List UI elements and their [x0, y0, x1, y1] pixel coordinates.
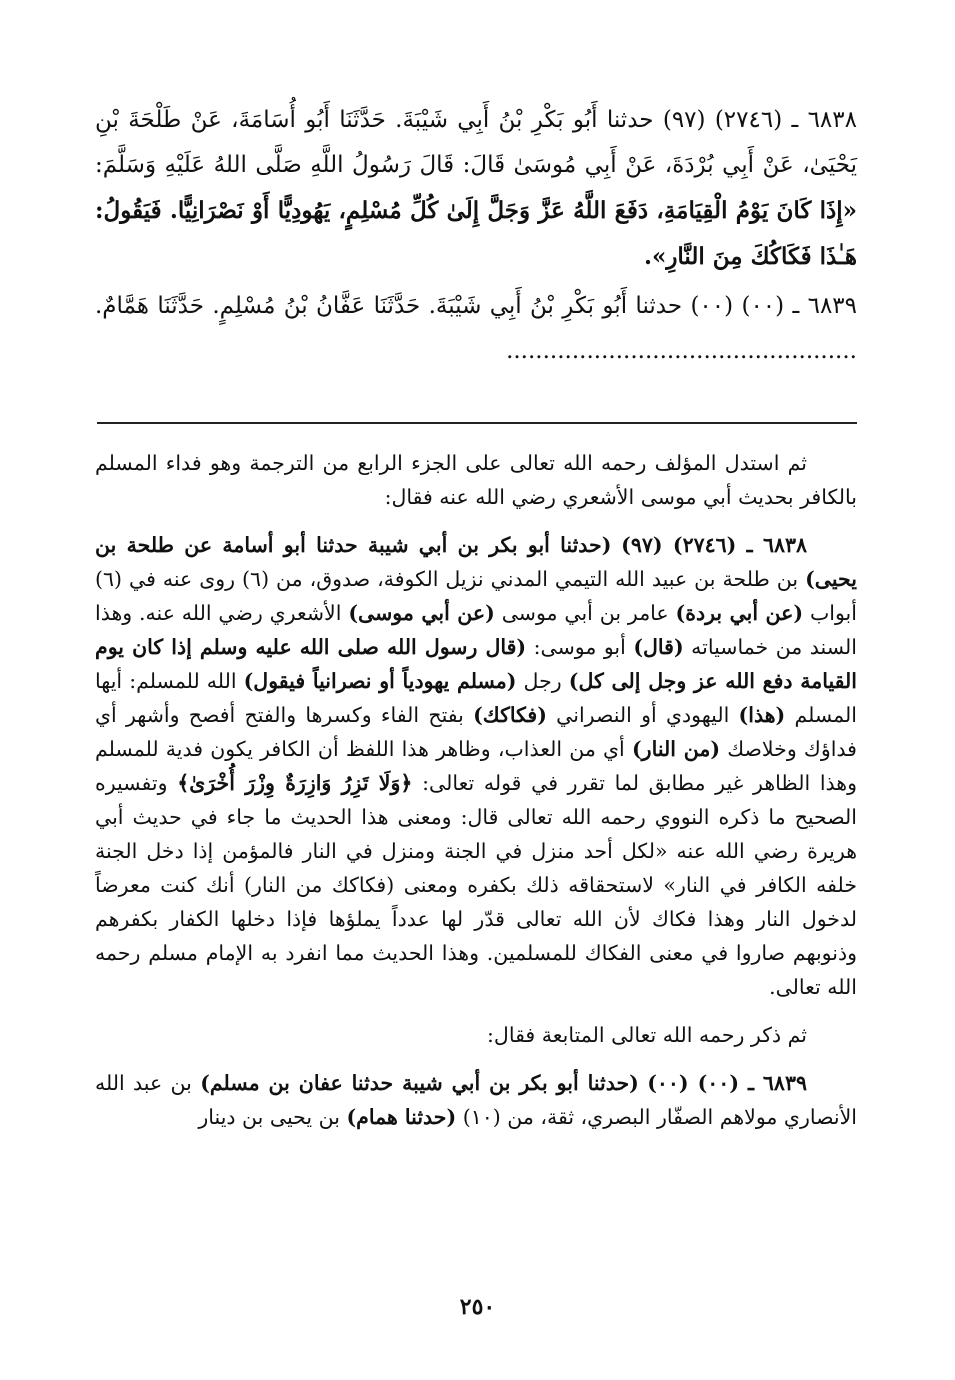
page-number: ٢٥٠: [459, 1294, 496, 1320]
quoted-isnad: (عن أبي بردة): [675, 601, 804, 625]
quoted-isnad: (حدثنا أبو بكر بن أبي شيبة حدثنا أبو أسامة عن طلحة بن يحيى): [95, 533, 857, 591]
explanation-text: بفتح الفاء وكسرها والفتح أفصح وأشهر أي فداؤك وخلاصك: [95, 703, 857, 761]
explanation-text: عامر بن أبي موسى: [501, 601, 669, 625]
quoted-matn: (فكاكك): [473, 703, 547, 727]
separator-rule: [97, 422, 857, 424]
commentary-intro: ثم استدل المؤلف رحمه الله تعالى على الجزء الرابع من الترجمة وهو فداء المسلم بالكافر بحديث أبي موسى الأشعري رضي الله عنه فقال:: [95, 451, 857, 509]
hadith-6839: ٦٨٣٩ ـ (٠٠) (٠٠) حدثنا أَبُو بَكْرِ بْنُ أَبِي شَيْبَةَ. حَدَّثَنَا عَفَّانُ بْنُ مُسْلِمٍ. حَدَّثَنَا هَمَّامٌ. ................................................: [95, 293, 858, 364]
hadith-matn: «إِذَا كَانَ يَوْمُ الْقِيَامَةِ، دَفَعَ اللَّهُ عَزَّ وَجَلَّ إِلَىٰ كُلِّ مُسْلِمٍ، يَهُودِيًّا أَوْ نَصْرَانِيًّا. فَيَقُولُ: هَـٰذَا فَكَاكُكَ مِنَ النَّارِ».: [95, 197, 857, 270]
commentary-6838: [95, 528, 857, 1004]
explanation-text: أي من العذاب، وظاهر هذا اللفظ أن الكافر يكون فدية للمسلم وهذا الظاهر غير مطابق لما تقرر في قوله تعالى:: [95, 737, 857, 795]
commentary-transition: ثم ذكر رحمه الله تعالى المتابعة فقال:: [487, 1023, 807, 1047]
quoted-isnad: (حدثنا همام): [346, 1105, 457, 1129]
quran-verse: ﴿وَلَا تَزِرُ وَازِرَةٌ وِزْرَ أُخْرَىٰ﴾: [177, 771, 413, 795]
hadith-isnad: حدثنا أَبُو بَكْرِ بْنُ أَبِي شَيْبَةَ. حَدَّثَنَا أَبُو أُسَامَةَ، عَنْ طَلْحَةَ بْنِ يَحْيَىٰ، عَنْ أَبِي بُرْدَةَ، عَنْ أَبِي مُوسَىٰ قَالَ: قَالَ رَسُولُ اللَّهِ صَلَّى اللهُ عَلَيْهِ وَسَلَّمَ:: [95, 107, 857, 178]
quoted-isnad: (قال): [633, 635, 684, 659]
hadith-block: [95, 98, 857, 378]
quoted-matn: (هذا): [738, 703, 786, 727]
explanation-text: وتفسيره الصحيح ما ذكره النووي رحمه الله تعالى قال: ومعنى هذا الحديث ما جاء في حديث أبي هريرة رضي الله عنه «لكل أحد منزل في الجنة ومنزل في النار فالمؤمن إذا دخل الجنة خلفه الكافر في النار» لاستحقاقه ذلك بكفره ومعنى (فكاكك من النار) أنك كنت معرضاً لدخول النار وهذا فكاك لأن الله تعالى قدّر لها عدداً يملؤها فإذا دخلها الكفار بكفرهم وذنوبهم صاروا في معنى الفكاك للمسلمين. وهذا الحديث مما انفرد به الإمام مسلم رحمه الله تعالى.: [95, 771, 857, 999]
quoted-isnad: (عن أبي موسى): [348, 601, 495, 625]
explanation-text: رجل: [523, 669, 562, 693]
hadith-number: ٦٨٣٨: [807, 107, 857, 133]
explanation-text: بن عبد الله الأنصاري مولاهم الصفّار البصري، ثقة، من (١٠): [95, 1071, 857, 1129]
commentary-block: [95, 446, 857, 1148]
ellipsis-dots: ................................................: [506, 338, 857, 364]
commentary-lead: ٦٨٣٩ ـ (٠٠) (٠٠): [647, 1071, 807, 1095]
quoted-matn: (قال رسول الله صلى الله عليه وسلم إذا كان يوم القيامة دفع الله عز وجل إلى كل): [95, 635, 857, 693]
explanation-text: الأشعري رضي الله عنه. وهذا السند من خماسياته: [95, 601, 857, 659]
commentary-6839: [95, 1066, 857, 1134]
hadith-number: ٦٨٣٩: [807, 293, 858, 319]
hadith-6838: ٦٨٣٨ ـ (٢٧٤٦) (٩٧) حدثنا أَبُو بَكْرِ بْنُ أَبِي شَيْبَةَ. حَدَّثَنَا أَبُو أُسَامَةَ، عَنْ طَلْحَةَ بْنِ يَحْيَىٰ، عَنْ أَبِي بُرْدَةَ، عَنْ أَبِي مُوسَىٰ قَالَ: قَالَ رَسُولُ اللَّهِ صَلَّى اللهُ عَلَيْهِ وَسَلَّمَ: «إِذَا كَانَ يَوْمُ الْقِيَامَةِ، دَفَعَ اللَّهُ عَزَّ وَجَلَّ إِلَىٰ كُلِّ مُسْلِمٍ، يَهُودِيًّا أَوْ نَصْرَانِيًّا. فَيَقُولُ: هَـٰذَا فَكَاكُكَ مِنَ النَّارِ».: [95, 107, 857, 270]
explanation-text: بن يحيى بن دينار: [198, 1105, 340, 1129]
commentary-lead: ٦٨٣٨ ـ (٢٧٤٦) (٩٧): [621, 533, 807, 557]
explanation-text: اليهودي أو النصراني: [556, 703, 730, 727]
hadith-refs: (٠٠) (٠٠): [690, 293, 785, 319]
explanation-text: أبو موسى:: [533, 635, 626, 659]
quoted-matn: (من النار): [631, 737, 721, 761]
explanation-text: الله للمسلم: أيها المسلم: [95, 669, 857, 727]
hadith-refs: (٢٧٤٦) (٩٧): [662, 107, 783, 133]
quoted-matn: (مسلم يهودياً أو نصرانياً فيقول): [243, 669, 517, 693]
hadith-isnad: حدثنا أَبُو بَكْرِ بْنُ أَبِي شَيْبَةَ. حَدَّثَنَا عَفَّانُ بْنُ مُسْلِمٍ. حَدَّثَنَا هَمَّامٌ.: [95, 293, 683, 319]
quoted-isnad: (حدثنا أبو بكر بن أبي شيبة حدثنا عفان بن مسلم): [200, 1071, 639, 1095]
explanation-text: بن طلحة بن عبيد الله التيمي المدني نزيل الكوفة، صدوق، من (٦) روى عنه في (٦) أبواب: [95, 567, 857, 625]
